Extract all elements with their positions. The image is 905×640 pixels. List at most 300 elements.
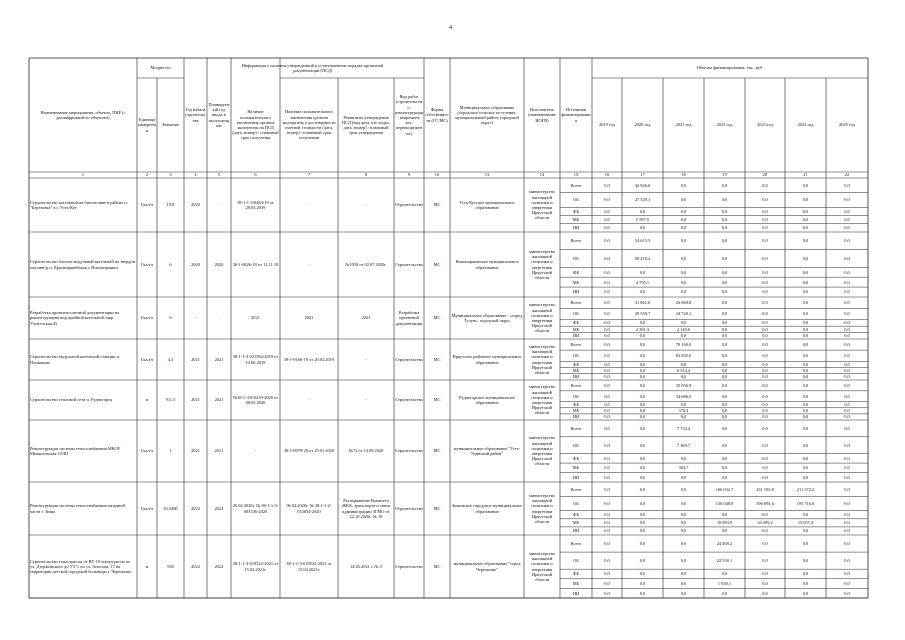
row-psd-requisites: №72 от 14.09.2020 [348, 448, 384, 454]
fin-value: 0,0 [844, 408, 850, 414]
column-number: 17 [640, 172, 645, 178]
fin-source-label: ОБ [573, 255, 579, 261]
fin-value: 0,0 [762, 182, 768, 188]
row-year-end: 2024 [214, 505, 224, 511]
fin-value: 0,0 [802, 255, 809, 261]
column-number: 22 [844, 172, 850, 178]
fin-value: 0,0 [762, 225, 768, 231]
fin-source-label: ФБ [573, 571, 579, 577]
fin-source-label: ИИ [572, 333, 580, 339]
fin-value: 0,0 [604, 269, 610, 275]
row-year-start: 2020 [191, 261, 200, 267]
fin-value: 0,0 [639, 361, 646, 367]
row-year-start: 2021 [191, 397, 200, 403]
fin-value: 0,0 [844, 320, 850, 326]
fin-value: 0,0 [762, 382, 768, 388]
fin-value: 0,0 [844, 382, 850, 388]
fin-value: 0,0 [639, 580, 646, 586]
fin-value: 0,0 [604, 353, 610, 359]
fin-value: 0,0 [639, 269, 646, 275]
fin-value: 0,0 [604, 341, 610, 347]
fin-value: 0,0 [639, 571, 646, 577]
fin-value: 0,0 [721, 255, 728, 261]
fin-value: 0,0 [604, 474, 610, 480]
fin-value: 0,0 [639, 512, 646, 518]
header-municipality: Муниципальное образование (городское/сельское поселение, муниципальный район, городской округ) [455, 104, 519, 126]
header-psd-info: Информация о наличии утвержденной в установленном порядке проектной документации (ПСД) [241, 62, 384, 73]
fin-value: 0,0 [680, 571, 687, 577]
fin-value: 0,0 [604, 311, 610, 317]
fin-value: 15 657,2 [797, 520, 814, 526]
fin-value: 0,0 [604, 590, 610, 596]
row-object-name: Строительство теплотрассы от ВТ-10 теплотрассы по ул. Дзержинского до УТ-1 по ул. Аносова, 17 на территории детской городской больницы г. Черемхово [30, 558, 132, 575]
header-capacity-unit: Единица измерения [138, 117, 156, 133]
fin-value: 0,0 [844, 455, 850, 461]
fin-value: 0,0 [721, 300, 728, 306]
fin-source-label: ОБ [573, 353, 579, 359]
fin-value: 370,4 [678, 408, 689, 414]
fin-value: 0,0 [844, 208, 850, 214]
fin-source-label: ИИ [572, 289, 580, 295]
fin-value: 396 694,6 [756, 500, 774, 506]
fin-source-label: ИИ [572, 474, 580, 480]
fin-value: 0,0 [639, 590, 646, 596]
column-number: 13 [484, 172, 490, 178]
fin-value: 0,0 [680, 455, 687, 461]
fin-value: 0,0 [762, 374, 768, 380]
row-psd-positive: 38-1-1-3-021582-2019 от 14.06.2019 [232, 354, 279, 365]
fin-value: 0,0 [721, 590, 728, 596]
fin-value: 0,0 [762, 512, 768, 518]
fin-source-label: МБ [572, 580, 580, 586]
row-executor: министерство жилищной политики и энергетики Иркутской области [529, 343, 555, 375]
fin-value: 0,0 [844, 374, 850, 380]
fin-source-label: ИИ [572, 414, 580, 420]
fin-source-label: МБ [572, 520, 580, 526]
fin-value: 0,0 [604, 361, 610, 367]
fin-value: 0,0 [762, 528, 768, 534]
fin-value: 35 056,9 [675, 382, 692, 388]
fin-value: 0,0 [802, 238, 809, 244]
header-capacity-value: Значение [161, 122, 180, 128]
fin-value: 0,0 [639, 486, 646, 492]
row-municipality: Новоморжинское муниципальное образование [455, 259, 519, 270]
fin-source-label: ФБ [573, 269, 579, 275]
fin-value: 0,0 [680, 238, 687, 244]
fin-value: 0,0 [604, 558, 610, 564]
fin-value: 0,0 [802, 393, 809, 399]
fin-value: 0,0 [639, 320, 646, 326]
header-year-2023: 2023 год [757, 122, 773, 128]
fin-value: 0,0 [721, 408, 728, 414]
fin-value: 0,0 [802, 326, 809, 332]
fin-value: 0,0 [844, 326, 850, 332]
fin-value: 0,0 [844, 182, 850, 188]
fin-value: 0,0 [762, 474, 768, 480]
row-capacity: 43,3400 [163, 505, 178, 511]
fin-source-label: ИИ [572, 225, 580, 231]
row-unit: Гкал/ч [140, 356, 154, 362]
fin-value: 0,0 [762, 580, 768, 586]
fin-value: 0,0 [844, 590, 850, 596]
row-executor: министерство жилищной политики и энергетики Иркутской области [529, 435, 555, 467]
fin-value: 0,0 [680, 558, 687, 564]
column-number: 5 [217, 172, 221, 178]
fin-value: 0,0 [802, 425, 809, 431]
row-psd-positive: №38-1-3-8-0239-2020 от 08.05.2020 [232, 394, 279, 405]
fin-source-label: Всего [570, 486, 582, 492]
column-number: 8 [364, 172, 368, 178]
fin-source-label: МБ [572, 368, 580, 374]
fin-value: 0,0 [844, 368, 850, 374]
fin-value: 24 720,1 [675, 311, 692, 317]
fin-value: 0,0 [802, 382, 809, 388]
column-number: 1 [81, 172, 85, 178]
fin-value: 7 733,4 [676, 425, 691, 431]
row-unit: м [145, 563, 149, 569]
row-executor: министерство жилищной политики и энергетики Иркутской области [529, 189, 555, 221]
fin-value: 0,0 [802, 197, 809, 203]
fin-value: 0,0 [721, 289, 728, 295]
fin-value: 0,0 [604, 255, 610, 261]
fin-value: 0,0 [604, 414, 610, 420]
fin-source-label: Всего [570, 182, 582, 188]
fin-value: 0,0 [721, 326, 728, 332]
row-ownership: МС [433, 505, 441, 511]
row-capacity: 4,3 [167, 356, 174, 362]
fin-value: 0,0 [762, 558, 768, 564]
row-psd-requisites: №1058 от 02.07.2020г. [345, 261, 387, 267]
row-psd-positive: 38-1-1-3-0484-19 от 29.03.2019 [237, 199, 274, 210]
fin-value: 0,0 [639, 465, 646, 471]
fin-value: 0,0 [604, 520, 610, 526]
fin-value: 0,0 [721, 571, 728, 577]
fin-value: 0,0 [802, 300, 809, 306]
fin-value: 0,0 [802, 289, 809, 295]
fin-value: 0,0 [762, 353, 768, 359]
column-number: 21 [803, 172, 808, 178]
fin-value: 0,0 [762, 269, 768, 275]
fin-value: 0,0 [680, 580, 687, 586]
fin-value: 166 032,7 [715, 486, 734, 492]
fin-value: 0,0 [639, 500, 646, 506]
fin-value: 0,0 [762, 197, 768, 203]
fin-value: 0,0 [639, 474, 646, 480]
fin-value: 0,0 [721, 217, 728, 223]
fin-value: 1 939,1 [717, 580, 732, 586]
column-number: 2 [145, 172, 149, 178]
fin-value: 0,0 [721, 197, 728, 203]
fin-value: 0,0 [721, 279, 728, 285]
fin-value: 0,0 [762, 289, 768, 295]
column-number: 19 [722, 172, 727, 178]
row-psd-cost: - [308, 202, 310, 208]
fin-value: 6 314,4 [676, 368, 691, 374]
fin-value: 0,0 [721, 333, 728, 339]
fin-value: 0,0 [802, 353, 809, 359]
fin-value: 0,0 [721, 374, 728, 380]
fin-value: 0,0 [680, 208, 687, 214]
fin-value: 0,0 [639, 425, 646, 431]
fin-value: 0,0 [604, 382, 610, 388]
row-capacity: 930 [167, 563, 174, 569]
fin-value: 0,0 [721, 182, 728, 188]
fin-value: 0,0 [604, 182, 610, 188]
fin-value: 0,0 [639, 558, 646, 564]
row-psd-requisites: - [365, 356, 367, 362]
header-volumes: Объемы финансирования, тыс. руб. [696, 65, 764, 71]
column-number: 16 [604, 172, 610, 178]
fin-value: 0,0 [639, 408, 646, 414]
row-psd-positive: 38-1-0026-18 от 12.11.18 [232, 261, 279, 267]
fin-value: 0,0 [680, 474, 687, 480]
fin-value: 0,0 [762, 425, 768, 431]
fin-value: 0,0 [721, 368, 728, 374]
row-year-end: - [218, 202, 220, 208]
fin-value: 0,0 [844, 217, 850, 223]
row-capacity: 1 [169, 448, 172, 454]
row-work-type: Строительство [395, 261, 423, 267]
row-work-type: Строительство [395, 202, 423, 208]
fin-value: 0,0 [844, 486, 850, 492]
header-psd-positive: Наличие положительного заключения органов экспертизы на ПСД (дата, номер) / плановый срок получения [232, 109, 279, 141]
fin-source-label: МБ [572, 217, 580, 223]
fin-source-label: ФБ [573, 512, 579, 518]
fin-value: 0,0 [604, 465, 610, 471]
row-ownership: МС [433, 356, 441, 362]
row-unit: Гкал/ч [140, 505, 154, 511]
row-ownership: МС [433, 261, 441, 267]
column-number: 20 [762, 172, 768, 178]
fin-value: 0,0 [844, 512, 850, 518]
fin-value: 0,0 [802, 225, 809, 231]
fin-value: 0,0 [802, 361, 809, 367]
fin-value: 0,0 [680, 500, 687, 506]
fin-value: 0,0 [802, 311, 809, 317]
fin-value: 0,0 [844, 465, 850, 471]
row-year-end: 2021 [214, 356, 224, 362]
fin-value: 0,0 [604, 333, 610, 339]
fin-value: 0,0 [844, 255, 850, 261]
header-work-type: Вид работ (строительство, реконструкция, капремонт, тех. перевооружение) [395, 94, 423, 136]
fin-value: 7 369,7 [676, 442, 691, 448]
fin-value: 0,0 [802, 558, 809, 564]
fin-value: 0,0 [604, 289, 610, 295]
fin-value: 0,0 [762, 455, 768, 461]
fin-value: 0,0 [844, 540, 850, 546]
fin-value: 0,0 [802, 374, 809, 380]
fin-value: 0,0 [604, 442, 610, 448]
fin-value: 0,0 [762, 465, 768, 471]
column-number: 9 [407, 172, 411, 178]
row-object-name: Строительство тепловой сети п. Рудногорск [30, 397, 113, 403]
fin-value: 0,0 [802, 455, 809, 461]
fin-value: 34 686,5 [675, 393, 692, 399]
fin-value: 0,0 [802, 540, 809, 546]
fin-value: 0,0 [721, 208, 728, 214]
header-psd-cost: Наличие положительного заключения органов экспертизы о достоверности сметной стоимости (дата, номер) / плановый срок получения [282, 109, 336, 141]
row-work-type: Строительство [395, 356, 423, 362]
fin-value: 0,0 [802, 414, 809, 420]
fin-value: 0,0 [680, 182, 687, 188]
fin-value: 24 469,2 [716, 540, 733, 546]
page-number-mark: 4 [449, 25, 452, 31]
row-work-type: Строительство [395, 397, 423, 403]
column-number: 3 [169, 172, 172, 178]
fin-value: 63 845,6 [675, 353, 692, 359]
fin-value: 0,0 [844, 311, 850, 317]
fin-value: 0,0 [639, 402, 646, 408]
fin-value: 0,0 [680, 486, 687, 492]
row-work-type: Разработка проектной документации [395, 310, 423, 326]
fin-value: 0,0 [844, 353, 850, 359]
fin-value: 0,0 [844, 425, 850, 431]
fin-source-label: ОБ [573, 442, 579, 448]
column-number: 14 [539, 172, 545, 178]
row-year-start: 2021 [191, 356, 200, 362]
fin-source-label: МБ [572, 408, 580, 414]
row-psd-positive: 2021 [251, 315, 260, 321]
fin-value: 0,0 [639, 520, 646, 526]
row-year-end: 2022 [214, 563, 224, 569]
row-work-type: Строительство [395, 448, 423, 454]
row-executor: министерство жилищной политики и энергетики Иркутской области [529, 492, 555, 524]
fin-value: 0,0 [844, 393, 850, 399]
fin-value: 0,0 [721, 474, 728, 480]
fin-value: 0,0 [680, 402, 687, 408]
row-object-name: Разработка проектно-сметной документации на реконструкцию водогрейной котельной, мкр. Учителская,45 [30, 310, 120, 326]
fin-value: 0,0 [762, 408, 768, 414]
fin-value: 0,0 [680, 528, 687, 534]
row-work-type: Строительство [395, 505, 423, 511]
header-year-start: Год начала строительства [185, 107, 206, 123]
fin-value: 0,0 [604, 486, 610, 492]
fin-value: 2 301,3 [635, 326, 650, 332]
fin-value: 0,0 [604, 368, 610, 374]
fin-value: 0,0 [844, 474, 850, 480]
header-ownership: Форма собственности (ГС/МС) [425, 107, 449, 123]
row-capacity: 19,8 [166, 202, 175, 208]
fin-value: 54 613,5 [634, 238, 651, 244]
fin-value: 0,0 [639, 540, 646, 546]
row-year-start: 2021 [191, 448, 200, 454]
fin-value: 0,0 [604, 455, 610, 461]
fin-source-label: ФБ [573, 361, 579, 367]
fin-value: 0,0 [762, 442, 768, 448]
fin-value: 0,0 [721, 382, 728, 388]
header-year-2021: 2021 год [675, 122, 692, 128]
fin-source-label: ОБ [573, 500, 579, 506]
fin-value: 0,0 [604, 279, 610, 285]
fin-value: 0,0 [802, 512, 809, 518]
row-psd-cost: - [308, 397, 310, 403]
row-year-end: 2021 [214, 397, 224, 403]
fin-value: 0,0 [762, 238, 768, 244]
fin-value: 0,0 [844, 341, 850, 347]
fin-value: 0,0 [604, 528, 610, 534]
fin-value: 0,0 [721, 465, 728, 471]
fin-value: 0,0 [721, 402, 728, 408]
row-year-start: - [194, 315, 197, 321]
header-fin-source: Источники финансирования [561, 107, 591, 123]
fin-value: 0,0 [680, 590, 687, 596]
row-unit: Гкал/ч [140, 202, 154, 208]
fin-source-label: ОБ [573, 393, 579, 399]
fin-value: 0,0 [680, 289, 687, 295]
row-object-name: Реконструкция системы теплоснабжения МКОУ Мыщелевская СОШ [30, 445, 121, 456]
fin-value: 0,0 [762, 540, 768, 546]
fin-value: 0,0 [762, 368, 768, 374]
fin-value: 0,0 [680, 197, 687, 203]
fin-value: 0,0 [802, 465, 809, 471]
fin-value: 10 983,9 [716, 520, 733, 526]
row-unit: Гкал/ч [140, 261, 154, 267]
row-unit: Гкал/ч [140, 448, 154, 454]
fin-value: 0,0 [680, 320, 687, 326]
header-psd-requisites: Реквизиты утверждения ПСД (вид акта, кто издал, дата, номер) / плановый срок утверждения [341, 114, 391, 136]
header-year-2025: 2025 год [839, 122, 855, 128]
fin-value: 0,0 [802, 402, 809, 408]
fin-value: 0,0 [844, 414, 850, 420]
fin-value: 431 193,8 [756, 486, 774, 492]
fin-value: 70 160,0 [675, 341, 692, 347]
fin-value: 0,0 [762, 571, 768, 577]
fin-source-label: Всего [570, 238, 582, 244]
fin-value: 0,0 [680, 279, 687, 285]
fin-value: 0,0 [680, 512, 687, 518]
fin-source-label: МБ [572, 465, 580, 471]
fin-value: 0,0 [721, 353, 728, 359]
fin-value: 0,0 [844, 197, 850, 203]
fin-value: 0,0 [721, 455, 728, 461]
header-year-2020: 2020 год [634, 122, 651, 128]
row-year-start: 2022 [191, 505, 200, 511]
fin-value: 0,0 [762, 393, 768, 399]
fin-source-label: ФБ [573, 320, 579, 326]
fin-source-label: Всего [570, 341, 582, 347]
fin-value: 0,0 [802, 368, 809, 374]
fin-value: 0,0 [639, 393, 646, 399]
fin-source-label: ОБ [573, 197, 579, 203]
row-psd-positive: 38-1-1-3-018522-2021 от 15.04.2021г. [232, 561, 279, 572]
fin-value: 0,0 [844, 402, 850, 408]
row-object-name: Реконструкция системы теплоснабжения западной части г. Зимы [30, 503, 125, 514]
fin-value: 31 861,0 [634, 300, 651, 306]
row-ownership: МС [433, 563, 441, 569]
fin-value: 0,0 [762, 311, 768, 317]
fin-value: 0,0 [802, 279, 809, 285]
fin-value: 0,0 [604, 197, 610, 203]
fin-value: 0,0 [802, 571, 809, 577]
fin-value: 0,0 [604, 571, 610, 577]
row-year-end: 2021 [214, 448, 224, 454]
fin-value: 0,0 [604, 408, 610, 414]
row-executor: министерство жилищной политики и энергетики Иркутской области [529, 550, 555, 582]
row-municipality: муниципальное образование "Усть-Удинский район" [453, 445, 521, 456]
fin-value: 0,0 [844, 269, 850, 275]
column-number: 7 [307, 172, 311, 178]
fin-value: 363,7 [678, 465, 689, 471]
fin-value: 0,0 [680, 269, 687, 275]
fin-value: 0,0 [639, 455, 646, 461]
fin-value: 5 597,5 [635, 217, 650, 223]
row-object-name: Строительство модульной котельной станции п. Плишкино [30, 354, 121, 365]
fin-value: 0,0 [639, 442, 646, 448]
fin-value: 0,0 [639, 368, 646, 374]
fin-value: 0,0 [844, 289, 850, 295]
fin-value: 0,0 [721, 512, 728, 518]
column-number: 15 [573, 172, 579, 178]
